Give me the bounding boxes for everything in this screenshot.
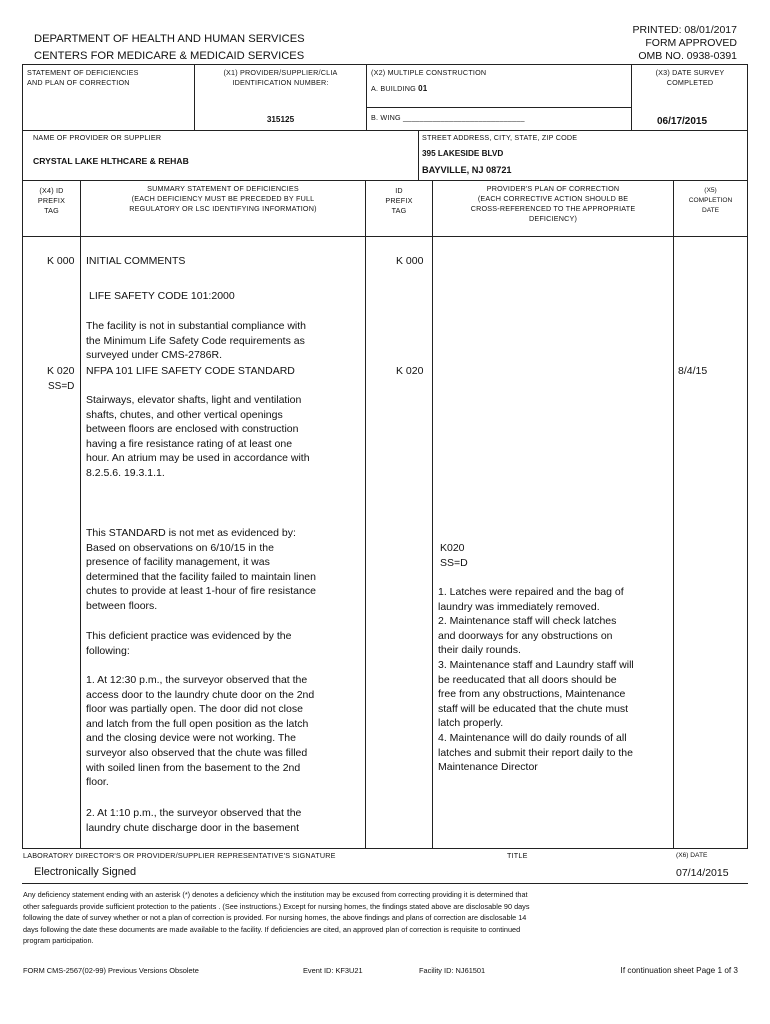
deficient-paragraph: This deficient practice was evidenced by the following: [86,630,292,657]
tag-k020: K 020 [47,365,75,377]
wing-field [371,113,525,123]
standard-paragraph: This STANDARD is not met as evidenced by: Based on observations on 6/10/15 in the presence of facility management, it was determined that the facility failed to maintain linen chutes to provide at least 1-hour of fire resistance between floors. [86,527,316,612]
disclaimer: Any deficiency statement ending with an asterisk (*) denotes a deficiency which the institution may be excused from correcting providing it is determined that other safeguards provide sufficient protection to the patients . (See instructions.) Except for nursing homes, the findings stated above are disclosable 90 days following the date of survey whether or not a plan of correction is provided. For nursing homes, the above findings and plans of correction are disclosable 14 days following the date these documents are made available to the facility. If deficiencies are cited, an approved plan of correction is requisite to continued program participation. [23,890,530,946]
title-label: TITLE [507,851,528,860]
x5-header: (X5) COMPLETION DATE [688,187,733,214]
statement-label: STATEMENT OF DEFICIENCIES AND PLAN OF CORRECTION [27,68,139,87]
address-street: 395 LAKESIDE BLVD [422,149,504,158]
electronic-signature: Electronically Signed [34,866,137,878]
form-approved: FORM APPROVED [645,37,737,49]
completion-date: 8/4/15 [678,365,708,377]
printed-date: PRINTED: 08/01/2017 [632,24,737,36]
provider-name-label: NAME OF PROVIDER OR SUPPLIER [33,133,162,142]
department-title: DEPARTMENT OF HEALTH AND HUMAN SERVICES [34,33,305,45]
life-safety-code: LIFE SAFETY CODE 101:2000 [89,290,235,302]
address-city: BAYVILLE, NJ 08721 [422,165,512,175]
observation-2-paragraph: 2. At 1:10 p.m., the surveyor observed that the laundry chute discharge door in the basement [86,807,302,834]
x1-label: (X1) PROVIDER/SUPPLIER/CLIA IDENTIFICATION NUMBER: [223,68,338,87]
x6-date-label: (X6) DATE [676,852,708,859]
building-label: A. BUILDING [371,84,416,93]
survey-completed-date: 06/17/2015 [657,116,708,127]
wing-label: B. WING [371,113,401,122]
id-k000: K 000 [396,255,424,267]
signature-date: 07/14/2015 [676,867,729,879]
provider-name: CRYSTAL LAKE HLTHCARE & REHAB [33,156,189,166]
x4-header: (X4) ID PREFIX TAG [37,186,66,215]
ss-tag-left: SS=D [48,381,75,392]
plan-of-correction: 1. Latches were repaired and the bag of laundry was immediately removed. 2. Maintenance staff will check latches and doorways for any obstructions on their daily rounds. 3. Maintenance staff and Laundry staff will be reeducated that all doors should be free from any obstructions, Maintenance staff will be educated that the chute must latch properly. 4. Maintenance will do daily rounds of all latches and submit their report daily to the Maintenance Director [438,586,634,774]
omb-number: OMB NO. 0938-0391 [638,50,737,62]
summary-header: SUMMARY STATEMENT OF DEFICIENCIES (EACH DEFICIENCY MUST BE PRECEDED BY FULL REGULATORY OR LSC IDENTIFYING INFORMATION) [129,184,317,213]
nfpa-standard: NFPA 101 LIFE SAFETY CODE STANDARD [86,365,295,377]
building-field [371,84,427,94]
x3-label: (X3) DATE SURVEY COMPLETED [655,68,725,87]
id-k020: K 020 [396,365,424,377]
x2-label: (X2) MULTIPLE CONSTRUCTION [371,68,487,77]
continuation-sheet: If continuation sheet Page 1 of 3 [620,966,738,975]
stairways-paragraph: Stairways, elevator shafts, light and ventilation shafts, chutes, and other vertical openings between floors are enclosed with construction having a fire resistance rating of at least one hour. An atrium may be used in accordance with 8.2.5.6. 19.3.1.1. [86,394,310,479]
compliance-paragraph: The facility is not in substantial compliance with the Minimum Life Safety Code requirements as surveyed under CMS-2786R. [86,320,307,362]
plan-header: PROVIDER'S PLAN OF CORRECTION (EACH CORRECTIVE ACTION SHOULD BE CROSS-REFERENCED TO THE APPROPRIATE DEFICIENCY) [470,184,636,223]
agency-title: CENTERS FOR MEDICARE & MEDICAID SERVICES [34,50,305,62]
id-header: ID PREFIX TAG [385,186,413,215]
initial-comments: INITIAL COMMENTS [86,255,186,267]
signature-label: LABORATORY DIRECTOR'S OR PROVIDER/SUPPLIER REPRESENTATIVE'S SIGNATURE [23,851,336,860]
tag-k000: K 000 [47,255,75,267]
building-value: 01 [418,84,428,93]
provider-id-number: 315125 [266,115,295,124]
observation-1-paragraph: 1. At 12:30 p.m., the surveyor observed that the access door to the laundry chute door on the 2nd floor was partially open. The door did not close and latch from the full open position as the latch and the closing device were not working. The surveyor also observed that the chute was filled with soiled linen from the basement to the 2nd floor. [86,674,315,789]
address-label: STREET ADDRESS, CITY, STATE, ZIP CODE [422,133,578,142]
wing-blank: _____________________________ [402,113,525,122]
form-number: FORM CMS-2567(02-99) Previous Versions Obsolete [23,966,199,975]
plan-tag: K020 SS=D [440,542,468,569]
facility-id: Facility ID: NJ61501 [419,966,486,975]
event-id: Event ID: KF3U21 [303,966,363,975]
